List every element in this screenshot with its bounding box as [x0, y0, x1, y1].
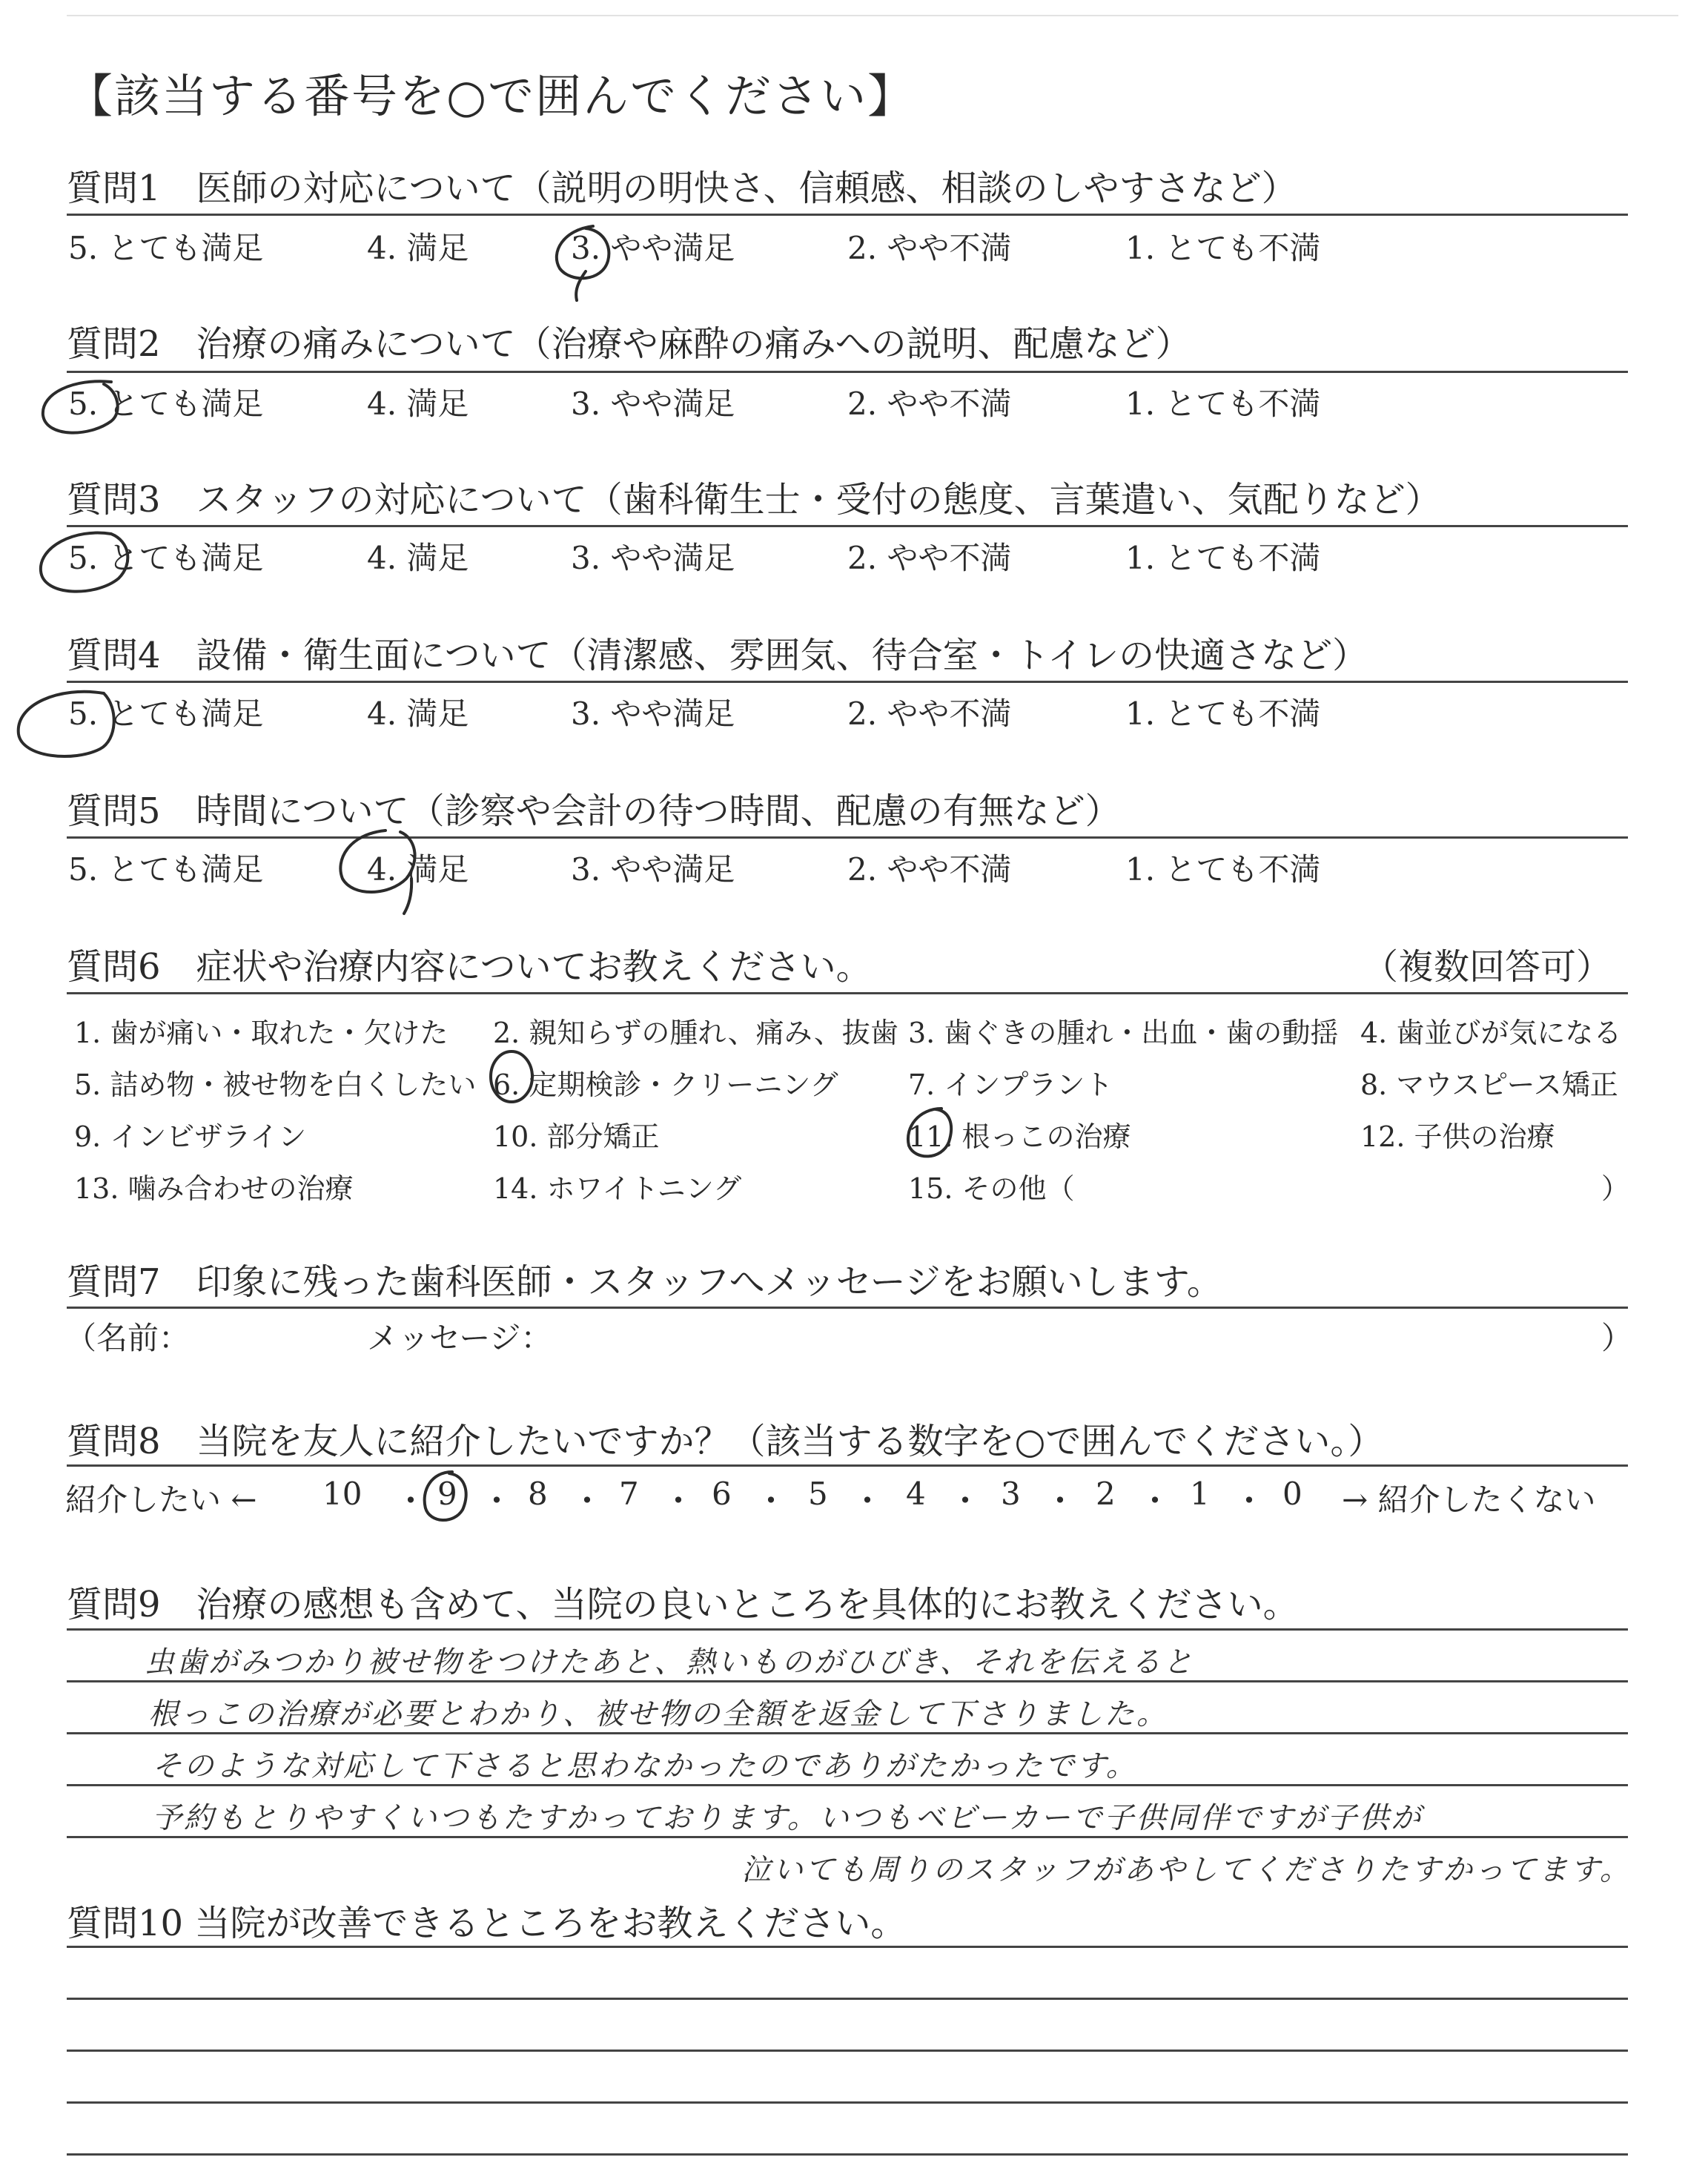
q8-number-6[interactable]: 6	[712, 1476, 732, 1512]
q9-answer-line-4: 予約もとりやすくいつもたすかっております。いつもベビーカーで子供同伴ですが子供が	[152, 1801, 1423, 1835]
q2-option-5[interactable]: 5. とても満足	[68, 386, 264, 422]
question-10-rule-1	[67, 1946, 1628, 1948]
q6-item-13[interactable]: 13. 噛み合わせの治療	[74, 1172, 354, 1205]
q8-number-2[interactable]: 2	[1096, 1476, 1116, 1512]
q8-number-10[interactable]: 10	[322, 1476, 363, 1512]
q8-number-9[interactable]: 9	[437, 1476, 457, 1512]
question-10-rule-3	[67, 2050, 1628, 2052]
question-10-rule-4	[67, 2101, 1628, 2104]
q6-item-5[interactable]: 5. 詰め物・被せ物を白くしたい	[74, 1069, 477, 1101]
q8-right-label: → 紹介したくない	[1342, 1482, 1596, 1518]
q8-dot: ・	[480, 1482, 513, 1520]
q4-option-3[interactable]: 3. やや満足	[571, 696, 735, 732]
q8-left-label: 紹介したい ←	[65, 1482, 257, 1518]
question-6-rule	[67, 992, 1628, 994]
q5-option-3[interactable]: 3. やや満足	[571, 851, 735, 888]
q6-item-11[interactable]: 11. 根っこの治療	[908, 1120, 1131, 1153]
q8-number-1[interactable]: 1	[1190, 1476, 1210, 1512]
q1-option-5[interactable]: 5. とても満足	[68, 230, 264, 266]
q6-item-2[interactable]: 2. 親知らずの腫れ、痛み、抜歯	[493, 1017, 898, 1049]
q6-item-15-close: ）	[1601, 1172, 1630, 1205]
question-2: 質問2 治療の痛みについて（治療や麻酔の痛みへの説明、配慮など）	[67, 323, 1191, 365]
q8-dot: ・	[755, 1482, 787, 1520]
q8-dot: ・	[851, 1482, 884, 1520]
q6-item-7[interactable]: 7. インプラント	[908, 1069, 1113, 1101]
q6-item-15[interactable]: 15. その他（	[908, 1172, 1075, 1205]
q5-option-5[interactable]: 5. とても満足	[68, 851, 264, 888]
q8-number-3[interactable]: 3	[1001, 1476, 1021, 1512]
q8-number-4[interactable]: 4	[906, 1476, 926, 1512]
q2-option-2[interactable]: 2. やや不満	[847, 386, 1012, 422]
question-9: 質問9 治療の感想も含めて、当院の良いところを具体的にお教えください。	[67, 1584, 1299, 1625]
question-1-rule	[67, 214, 1628, 216]
q8-number-0[interactable]: 0	[1282, 1476, 1302, 1512]
q4-option-4[interactable]: 4. 満足	[367, 696, 469, 732]
question-4-rule	[67, 681, 1628, 683]
question-5: 質問5 時間について（診察や会計の待つ時間、配慮の有無など）	[67, 790, 1121, 832]
q7-name-label[interactable]: （名前：	[65, 1320, 191, 1356]
question-6-note: （複数回答可）	[1363, 946, 1612, 988]
q5-option-4[interactable]: 4. 満足	[367, 851, 469, 888]
q6-item-10[interactable]: 10. 部分矯正	[493, 1120, 660, 1153]
q6-item-9[interactable]: 9. インビザライン	[74, 1120, 307, 1153]
q8-dot: ・	[394, 1482, 427, 1520]
q8-dot: ・	[1044, 1482, 1076, 1520]
q7-close-paren: ）	[1601, 1320, 1633, 1356]
question-5-rule	[67, 836, 1628, 839]
q7-message-label[interactable]: メッセージ：	[367, 1320, 552, 1356]
q6-item-14[interactable]: 14. ホワイトニング	[493, 1172, 742, 1205]
q4-option-1[interactable]: 1. とても不満	[1125, 696, 1321, 732]
q8-dot: ・	[949, 1482, 982, 1520]
question-7: 質問7 印象に残った歯科医師・スタッフへメッセージをお願いします。	[67, 1261, 1222, 1303]
q1-option-3[interactable]: 3. やや満足	[571, 230, 735, 266]
q1-option-4[interactable]: 4. 満足	[367, 230, 469, 266]
question-3: 質問3 スタッフの対応について（歯科衛生士・受付の態度、言葉遣い、気配りなど）	[67, 479, 1441, 521]
q3-option-2[interactable]: 2. やや不満	[847, 540, 1012, 576]
question-9-rule-1	[67, 1628, 1628, 1631]
q3-option-5[interactable]: 5. とても満足	[68, 540, 264, 576]
top-border	[67, 15, 1678, 16]
q9-answer-line-2: 根っこの治療が必要とわかり、被せ物の全額を返金して下さりました。	[148, 1697, 1168, 1731]
question-2-rule	[67, 371, 1628, 373]
question-10-rule-2	[67, 1998, 1628, 2000]
question-7-rule	[67, 1307, 1628, 1309]
q9-answer-line-1: 虫歯がみつかり被せ物をつけたあと、熱いものがひびき、それを伝えると	[145, 1645, 1195, 1680]
q3-option-3[interactable]: 3. やや満足	[571, 540, 735, 576]
q6-item-4[interactable]: 4. 歯並びが気になる	[1360, 1017, 1622, 1049]
q6-item-6[interactable]: 6. 定期検診・クリーニング	[493, 1069, 838, 1101]
q3-option-4[interactable]: 4. 満足	[367, 540, 469, 576]
question-10: 質問10 当院が改善できるところをお教えください。	[67, 1903, 907, 1944]
question-10-rule-5	[67, 2153, 1628, 2156]
q6-item-3[interactable]: 3. 歯ぐきの腫れ・出血・歯の動揺	[908, 1017, 1339, 1049]
question-1: 質問1 医師の対応について（説明の明快さ、信頼感、相談のしやすさなど）	[67, 168, 1297, 209]
q8-dot: ・	[1139, 1482, 1171, 1520]
q2-option-3[interactable]: 3. やや満足	[571, 386, 735, 422]
question-3-rule	[67, 525, 1628, 527]
q2-option-1[interactable]: 1. とても不満	[1125, 386, 1321, 422]
q5-option-2[interactable]: 2. やや不満	[847, 851, 1012, 888]
q8-dot: ・	[571, 1482, 603, 1520]
q2-option-4[interactable]: 4. 満足	[367, 386, 469, 422]
question-8-rule	[67, 1464, 1628, 1467]
q8-dot: ・	[662, 1482, 695, 1520]
q5-option-1[interactable]: 1. とても不満	[1125, 851, 1321, 888]
q8-number-5[interactable]: 5	[808, 1476, 828, 1512]
q6-item-1[interactable]: 1. 歯が痛い・取れた・欠けた	[74, 1017, 448, 1049]
question-4: 質問4 設備・衛生面について（清潔感、雰囲気、待合室・トイレの快適さなど）	[67, 635, 1368, 676]
q8-dot: ・	[1233, 1482, 1265, 1520]
q3-option-1[interactable]: 1. とても不満	[1125, 540, 1321, 576]
question-8: 質問8 当院を友人に紹介したいですか？（該当する数字を○で囲んでください。）	[67, 1421, 1384, 1462]
q4-option-2[interactable]: 2. やや不満	[847, 696, 1012, 732]
q8-number-7[interactable]: 7	[619, 1476, 639, 1512]
page-title: 【該当する番号を○で囲んでください】	[67, 69, 916, 123]
q4-option-5[interactable]: 5. とても満足	[68, 696, 264, 732]
q6-item-8[interactable]: 8. マウスピース矯正	[1360, 1069, 1618, 1101]
q9-answer-line-3: そのような対応して下さると思わなかったのでありがたかったです。	[152, 1749, 1138, 1783]
q1-option-2[interactable]: 2. やや不満	[847, 230, 1012, 266]
q1-option-1[interactable]: 1. とても不満	[1125, 230, 1321, 266]
q8-number-8[interactable]: 8	[528, 1476, 548, 1512]
q9-answer-line-5: 泣いても周りのスタッフがあやしてくださりたすかってます。	[741, 1853, 1632, 1887]
q6-item-12[interactable]: 12. 子供の治療	[1360, 1120, 1555, 1153]
question-6: 質問6 症状や治療内容についてお教えください。	[67, 946, 872, 988]
